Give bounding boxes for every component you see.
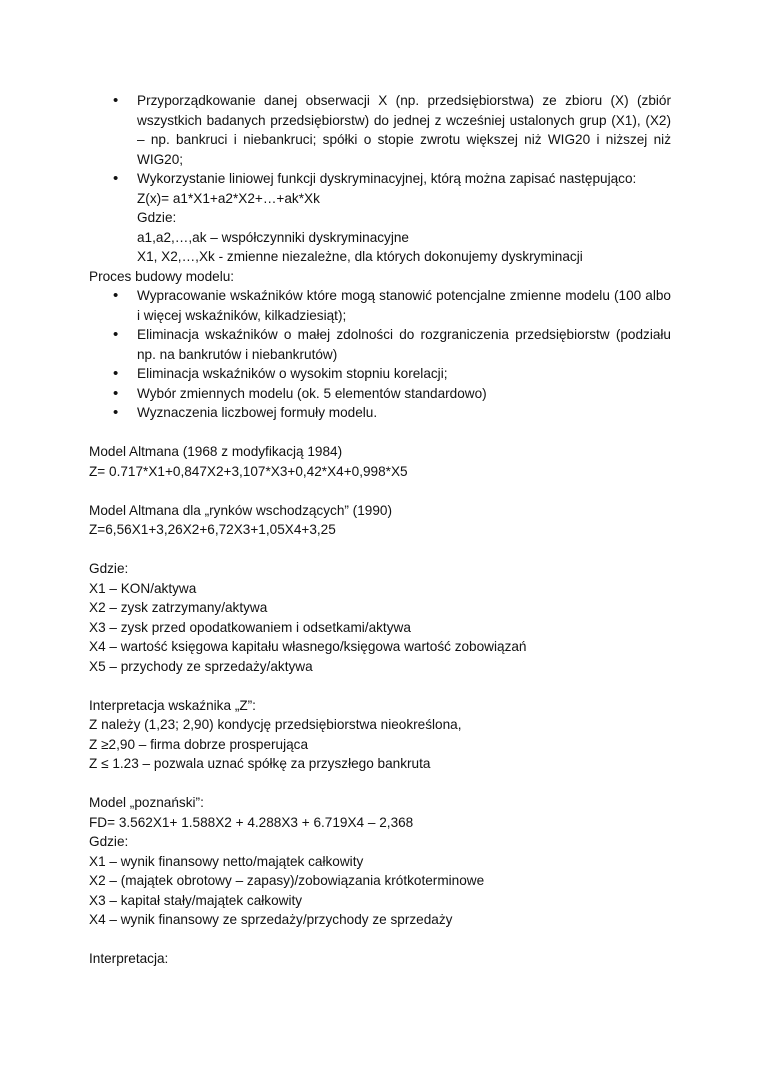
variable-definition: X3 – kapitał stały/majątek całkowity — [89, 892, 303, 908]
interpretation-line: Z ≥2,90 – firma dobrze prosperująca — [89, 736, 309, 752]
process-bullet-list — [89, 286, 671, 423]
model-formula: Z= 0.717*X1+0,847X2+3,107*X3+0,42*X4+0,998*X5 — [89, 463, 408, 479]
variable-definition: X2 – zysk zatrzymany/aktywa — [89, 600, 268, 615]
definition-line: a1,a2,…,ak – współczynniki dyskryminacyjne — [137, 229, 409, 245]
section-heading: Interpretacja: — [89, 951, 169, 966]
variable-definition: X2 – (majątek obrotowy – zapasy)/zobowiązania krótkoterminowe — [89, 873, 485, 888]
list-item: • Wyznaczenia liczbowej formuły modelu. — [89, 403, 671, 423]
where-label: Gdzie: — [89, 834, 129, 849]
list-item: • Eliminacja wskaźników o małej zdolności do rozgraniczenia przedsiębiorstw (podziału np. na bankrutów i niebankrutów) — [89, 325, 671, 364]
variable-definition: X1 – wynik finansowy netto/majątek całkowity — [89, 853, 364, 869]
variable-definition: X4 – wartość księgowa kapitału własnego/księgowa wartość zobowiązań — [89, 639, 527, 654]
list-item: • Przyporządkowanie danej obserwacji X (np. przedsiębiorstwa) ze zbioru (X) (zbiór wszystkich badanych przedsiębiorstw) do jednej z wcześniej ustalonych grup (X1), (X2) – np. bankruci i niebankruci; spółki o stopie zwrotu większej niż WIG20 i niższej niż WIG20; — [89, 91, 671, 169]
variable-definition: X3 – zysk przed opodatkowaniem i odsetkami/aktywa — [89, 619, 411, 635]
model-title: Model „poznański”: — [89, 795, 204, 810]
model-title: Model Altmana (1968 z modyfikacją 1984) — [89, 444, 343, 459]
variable-definition: X1 – KON/aktywa — [89, 580, 197, 596]
model-formula: Z=6,56X1+3,26X2+6,72X3+1,05X4+3,25 — [89, 522, 336, 537]
list-item: • Wykorzystanie liniowej funkcji dyskryminacyjnej, którą można zapisać następująco: — [89, 169, 671, 189]
model-title: Model Altmana dla „rynków wschodzących” (1990) — [89, 502, 392, 518]
list-item: • Wybór zmiennych modelu (ok. 5 elementów standardowo) — [89, 384, 671, 404]
document-body — [89, 91, 671, 969]
where-label: Gdzie: — [89, 561, 129, 576]
variable-definition: X5 – przychody ze sprzedaży/aktywa — [89, 658, 313, 674]
variable-definition: X4 – wynik finansowy ze sprzedaży/przychody ze sprzedaży — [89, 912, 453, 927]
formula-line: Z(x)= a1*X1+a2*X2+…+ak*Xk — [137, 190, 320, 206]
section-heading: Interpretacja wskaźnika „Z”: — [89, 697, 256, 713]
definition-line: X1, X2,…,Xk - zmienne niezależne, dla których dokonujemy dyskryminacji — [137, 249, 583, 264]
intro-bullet-list — [89, 91, 671, 189]
model-formula: FD= 3.562X1+ 1.588X2 + 4.288X3 + 6.719X4 – 2,368 — [89, 814, 414, 830]
list-item: • Wypracowanie wskaźników które mogą stanowić potencjalne zmienne modelu (100 albo i więcej wskaźników, kilkadziesiąt); — [89, 286, 671, 325]
where-label: Gdzie: — [137, 210, 177, 225]
section-heading: Proces budowy modelu: — [89, 268, 235, 284]
list-item: • Eliminacja wskaźników o wysokim stopniu korelacji; — [89, 364, 671, 384]
discriminant-function-block — [89, 189, 671, 267]
interpretation-line: Z ≤ 1.23 – pozwala uznać spółkę za przyszłego bankruta — [89, 756, 431, 771]
interpretation-line: Z należy (1,23; 2,90) kondycję przedsiębiorstwa nieokreślona, — [89, 717, 462, 732]
